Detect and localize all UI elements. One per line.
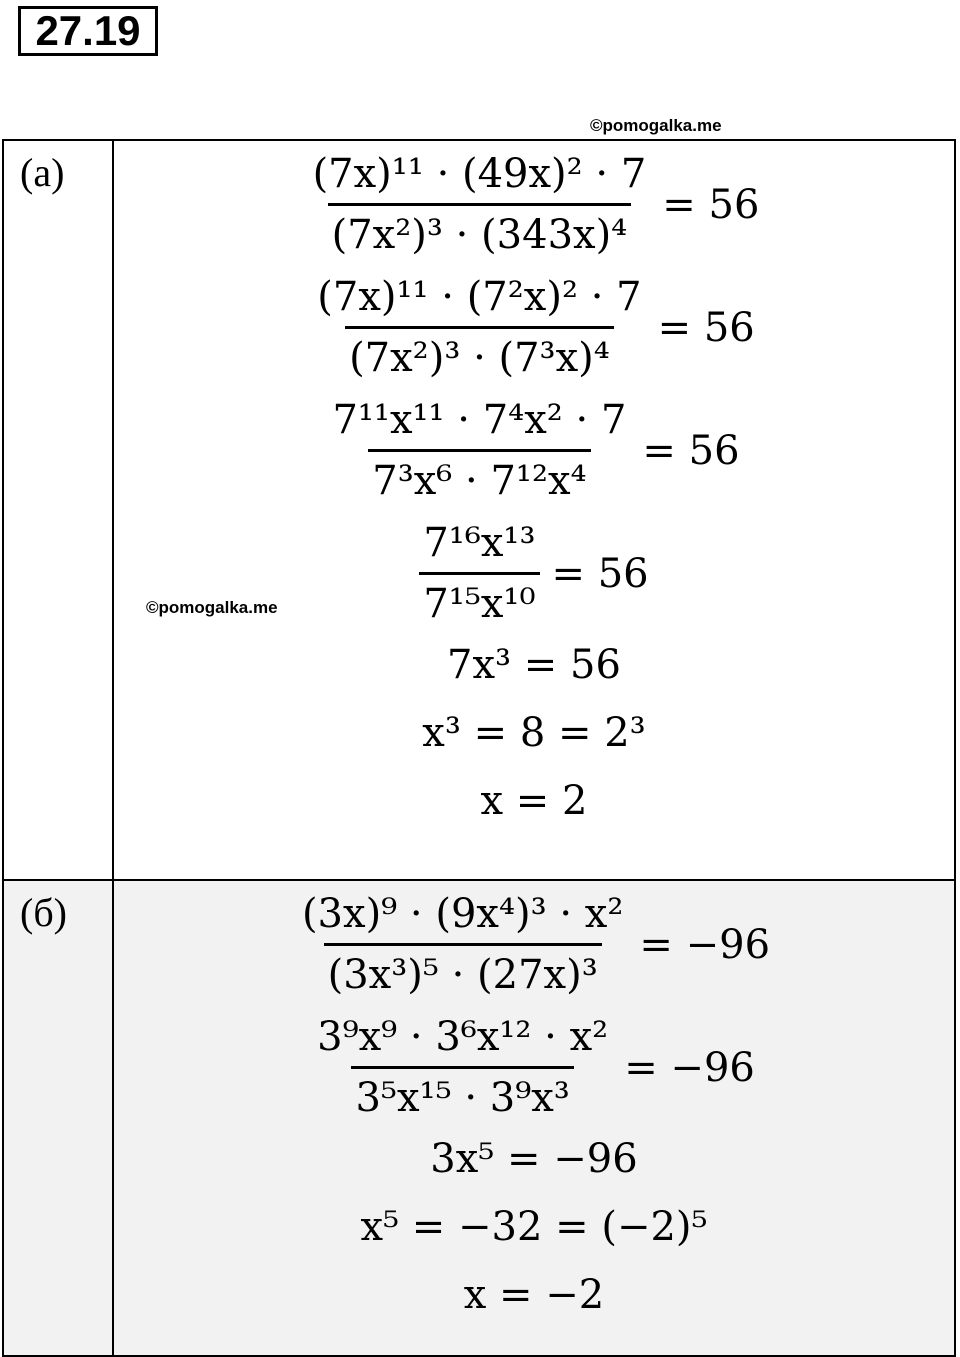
right-hand-side: = 56 [662,181,760,228]
watermark-top: ©pomogalka.me [590,116,722,135]
numerator: (7x)¹¹ · (7²x)² · 7 [317,274,642,320]
numerator: (3x)⁹ · (9x⁴)³ · x² [301,891,624,937]
part-a-row [3,140,955,880]
fraction [309,147,651,262]
denominator: (7x²)³ · (343x)⁴ [328,203,632,262]
numerator: 7¹⁶x¹³ [423,520,536,566]
denominator: 7¹⁵x¹⁰ [419,572,539,631]
equation-step [114,147,954,262]
right-hand-side: = 56 [551,550,649,597]
equation-step: x⁵ = −32 = (−2)⁵ [360,1204,708,1250]
denominator: 3⁵x¹⁵ · 3⁹x³ [351,1066,573,1125]
equation-step: x³ = 8 = 2³ [422,710,646,756]
equation-step: x = −2 [463,1272,605,1318]
part-b-solution [113,880,955,1356]
denominator: 7³x⁶ · 7¹²x⁴ [368,449,590,508]
fraction [419,516,539,631]
denominator: (3x³)⁵ · (27x)³ [324,943,602,1002]
numerator: 7¹¹x¹¹ · 7⁴x² · 7 [332,397,627,443]
fraction [298,887,627,1002]
right-hand-side: = 56 [657,304,755,351]
right-hand-side: = 56 [642,427,740,474]
equation-step [114,393,954,508]
problem-number: 27.19 [18,6,158,56]
equation-step: 3x⁵ = −96 [430,1136,638,1182]
equation-step: 7x³ = 56 [447,642,621,688]
part-b-row [3,880,955,1356]
part-b-label: (б) [3,880,113,1356]
equation-step: x = 2 [480,778,588,824]
right-hand-side: = −96 [639,921,771,968]
numerator: 3⁹x⁹ · 3⁶x¹² · x² [317,1014,609,1060]
watermark-middle: ©pomogalka.me [146,598,278,617]
part-a-label: (а) [3,140,113,880]
fraction [328,393,630,508]
equation-step [114,270,954,385]
part-a-solution [113,140,955,880]
equation-step [114,1010,954,1125]
solution-table [2,139,956,1357]
numerator: (7x)¹¹ · (49x)² · 7 [312,151,647,197]
denominator: (7x²)³ · (7³x)⁴ [345,326,614,385]
fraction [313,270,645,385]
fraction [313,1010,612,1125]
right-hand-side: = −96 [624,1044,755,1091]
equation-step [114,887,954,1002]
